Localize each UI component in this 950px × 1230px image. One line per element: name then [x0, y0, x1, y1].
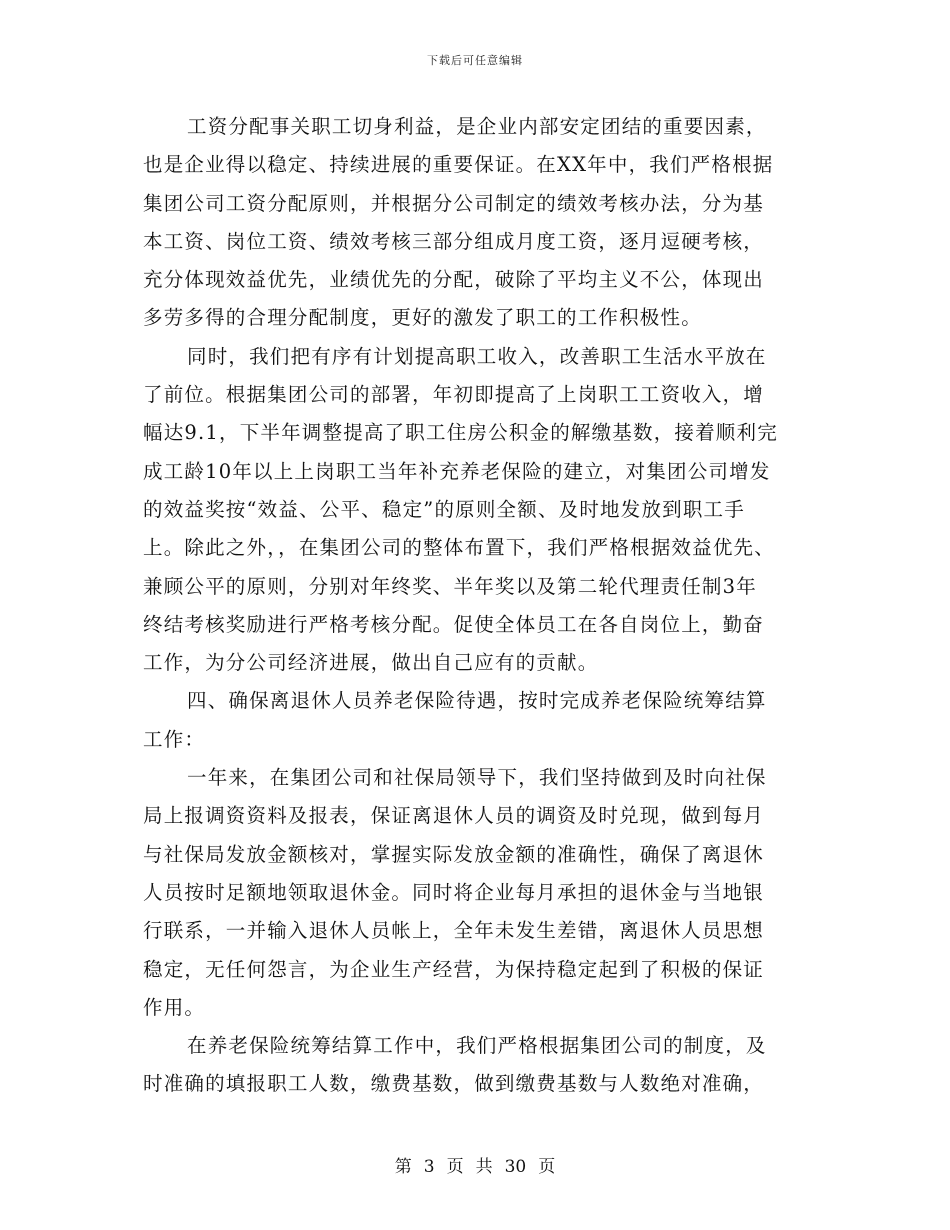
paragraph-line: 上。除此之外，，在集团公司的整体布置下，我们严格根据效益优先、 — [143, 536, 775, 560]
paragraph-line: 的效益奖按“效益、公平、稳定”的原则全额、及时地发放到职工手 — [143, 497, 745, 521]
paragraph-line: 一年来，在集团公司和社保局领导下，我们坚持做到及时向社保 — [187, 766, 767, 790]
page-word: 页 — [446, 1157, 464, 1177]
paragraph-line: 也是企业得以稳定、持续进展的重要保证。在XX年中，我们严格根据 — [143, 153, 774, 177]
paragraph-line: 局上报调资资料及报表，保证离退休人员的调资及时兑现，做到每月 — [143, 804, 765, 828]
paragraph-line: 在养老保险统筹结算工作中，我们严格根据集团公司的制度，及 — [187, 1034, 767, 1058]
paragraph-line: 稳定，无任何怨言，为企业生产经营，为保持稳定起到了积极的保证 — [143, 957, 765, 981]
section-heading-line: 工作： — [143, 727, 206, 751]
paragraph-line: 工作，为分公司经济进展，做出自己应有的贡献。 — [143, 651, 599, 675]
paragraph-line: 工资分配事关职工切身利益，是企业内部安定团结的重要因素， — [187, 115, 767, 138]
paragraph-line: 兼顾公平的原则，分别对年终奖、半年奖以及第二轮代理责任制3年 — [143, 574, 757, 598]
paragraph-line: 本工资、岗位工资、绩效考核三部分组成月度工资，逐月逗硬考核， — [143, 229, 765, 253]
page-suffix: 页 — [538, 1157, 556, 1177]
paragraph-line: 人员按时足额地领取退休金。同时将企业每月承担的退休金与当地银 — [143, 880, 765, 904]
page-number-footer — [0, 1152, 950, 1177]
section-heading-line: 四、确保离退休人员养老保险待遇，按时完成养老保险统筹结算 — [187, 689, 767, 713]
paragraph-line: 幅达9.1，下半年调整提高了职工住房公积金的解缴基数，接着顺利完 — [143, 421, 778, 445]
total-word: 共 — [475, 1157, 493, 1177]
paragraph-line: 多劳多得的合理分配制度，更好的激发了职工的工作积极性。 — [143, 306, 702, 330]
paragraph-line: 作用。 — [143, 995, 206, 1019]
header-note: 下载后可任意编辑 — [427, 54, 523, 67]
page-total: 30 — [504, 1157, 527, 1177]
document-body — [143, 108, 823, 1104]
paragraph-line: 成工龄10年以上上岗职工当年补充养老保险的建立，对集团公司增发 — [143, 459, 771, 483]
paragraph-line: 同时，我们把有序有计划提高职工收入，改善职工生活水平放在 — [187, 344, 767, 368]
paragraph-line: 充分体现效益优先，业绩优先的分配，破除了平均主义不公，体现出 — [143, 268, 765, 292]
paragraph-line: 集团公司工资分配原则，并根据分公司制定的绩效考核办法，分为基 — [143, 191, 765, 215]
page-prefix: 第 — [394, 1157, 412, 1177]
paragraph-line: 终结考核奖励进行严格考核分配。促使全体员工在各自岗位上，勤奋 — [143, 612, 765, 636]
page-current: 3 — [423, 1157, 435, 1177]
paragraph-line: 行联系，一并输入退休人员帐上，全年未发生差错，离退休人员思想 — [143, 919, 765, 943]
paragraph-line: 了前位。根据集团公司的部署，年初即提高了上岗职工工资收入，增 — [143, 383, 765, 407]
paragraph-line: 时准确的填报职工人数，缴费基数，做到缴费基数与人数绝对准确， — [143, 1072, 765, 1096]
paragraph-line: 与社保局发放金额核对，掌握实际发放金额的准确性，确保了离退休 — [143, 842, 765, 866]
